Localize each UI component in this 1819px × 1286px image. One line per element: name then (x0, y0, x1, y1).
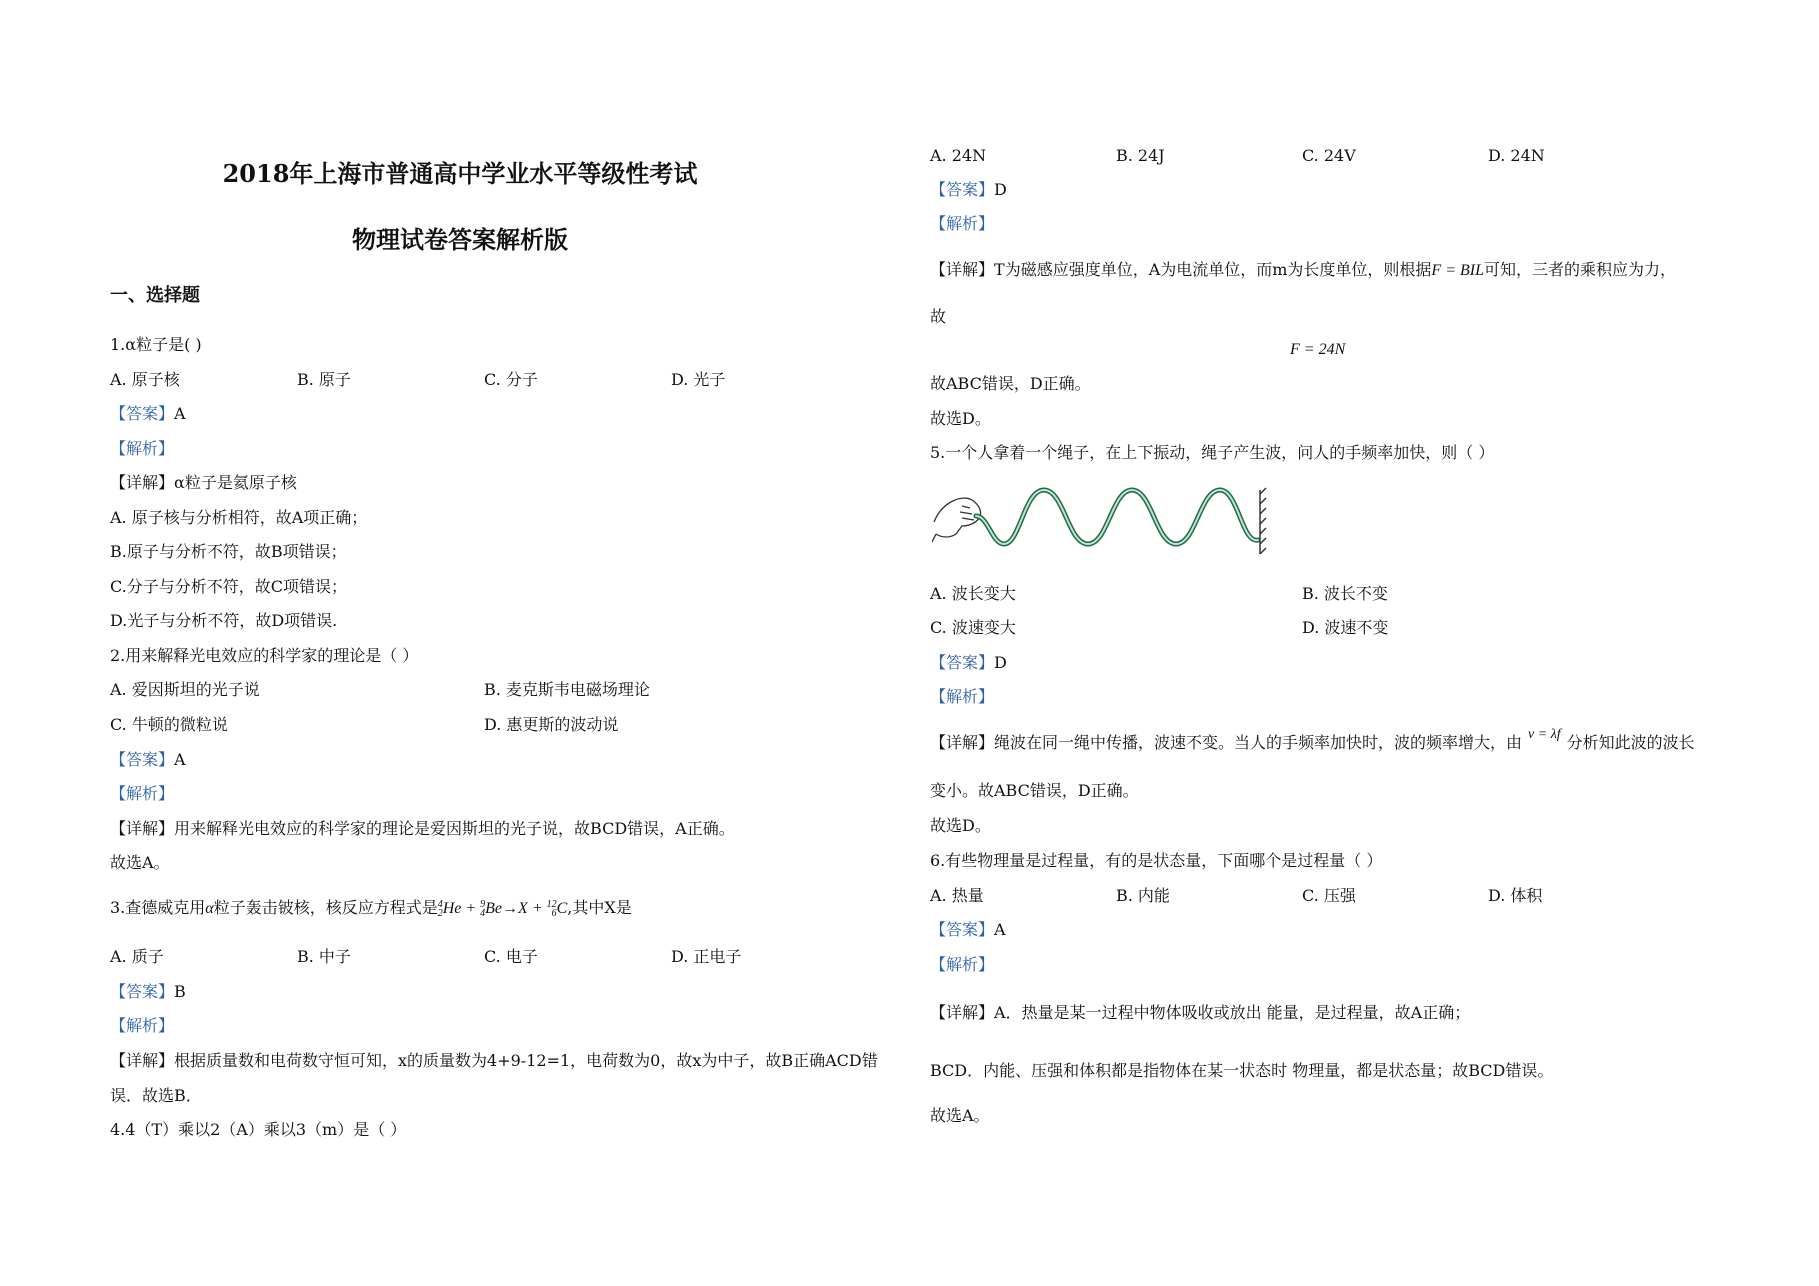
q6-option-b: B. 内能 (1116, 886, 1170, 905)
q6-analysis-tag: 【解析】 (930, 955, 995, 974)
q4-option-d: D. 24N (1488, 146, 1545, 165)
q2-option-b: B. 麦克斯韦电磁场理论 (484, 680, 650, 699)
q6-detail2: BCD．内能、压强和体积都是指物体在某一状态时 物理量，都是状态量；故BCD错误。 (930, 1061, 1554, 1080)
q6-answer-value: A (994, 920, 1006, 939)
detail-tag: 【详解】 (110, 473, 175, 492)
q3-detail-text: 根据质量数和电荷数守恒可知，x的质量数为4+9-12=1，电荷数为0，故x为中子，故B正确ACD错 (174, 1051, 878, 1070)
q2-option-a: A. 爱因斯坦的光子说 (110, 680, 260, 699)
q2-option-d: D. 惠更斯的波动说 (484, 715, 619, 734)
q5-option-b: B. 波长不变 (1302, 584, 1388, 603)
q5-conclusion: 故选D。 (930, 816, 991, 835)
q5-detail-pre: 绳波在同一绳中传播，波速不变。当人的手频率加快时，波的频率增大，由 (994, 733, 1523, 752)
q1-line-d: D.光子与分析不符，故D项错误. (110, 611, 338, 630)
q2-conclusion: 故选A。 (110, 853, 170, 872)
q2-stem: 2.用来解释光电效应的科学家的理论是（ ） (110, 646, 419, 665)
q6-conclusion: 故选A。 (930, 1106, 990, 1125)
detail-tag: 【详解】 (110, 1051, 175, 1070)
q2-analysis-tag: 【解析】 (110, 784, 175, 803)
answer-tag: 【答案】 (110, 982, 175, 1001)
q3-option-c: C. 电子 (484, 947, 538, 966)
formula-f-24n: F = 24N (1290, 341, 1346, 358)
q3-stem-post: ,其中X是 (567, 898, 632, 917)
q1-option-d: D. 光子 (671, 370, 726, 389)
q5-option-a: A. 波长变大 (930, 584, 1016, 603)
q1-line-a: A. 原子核与分析相符，故A项正确； (110, 508, 368, 527)
q2-detail (110, 819, 735, 839)
rope-wave-figure (932, 482, 1268, 562)
q3-option-b: B. 中子 (297, 947, 351, 966)
q5-detail2: 变小。故ABC错误，D正确。 (930, 781, 1139, 800)
q5-option-d: D. 波速不变 (1302, 618, 1389, 637)
q4-detail-pre: T为磁感应强度单位，A为电流单位，而m为长度单位，则根据 (994, 260, 1432, 279)
be-symbol: Be (485, 900, 503, 917)
q4-answer (930, 180, 1007, 200)
q5-answer (930, 653, 1007, 673)
answer-tag: 【答案】 (930, 653, 995, 672)
rope-wave (976, 490, 1258, 544)
q3-detail2: 误．故选B． (110, 1086, 202, 1105)
answer-tag: 【答案】 (930, 180, 995, 199)
q3-stem-pre: 3.查德威克用 (110, 898, 206, 917)
q2-detail-text: 用来解释光电效应的科学家的理论是爱因斯坦的光子说，故BCD错误，A正确。 (174, 819, 735, 838)
q1-line-b: B.原子与分析不符，故B项错误； (110, 542, 347, 561)
q2-option-c: C. 牛顿的微粒说 (110, 715, 228, 734)
q4-detail-post: 可知，三者的乘积应为力， (1484, 260, 1677, 279)
q1-option-a: A. 原子核 (110, 370, 180, 389)
x-symbol: X (518, 900, 528, 917)
q6-option-c: C. 压强 (1302, 886, 1356, 905)
q5-detail (930, 727, 1695, 755)
alpha-symbol: α (205, 900, 214, 917)
q5-answer-value: D (994, 653, 1007, 672)
he-mass-number: 4 (437, 899, 443, 911)
c-mass-number: 12 (546, 899, 557, 911)
be-mass-number: 9 (480, 899, 486, 911)
q3-answer (110, 982, 186, 1002)
formula-f-bil: F = BIL (1431, 262, 1484, 279)
c-charge-number: 6 (551, 908, 557, 920)
plus-sign: + (461, 900, 481, 917)
detail-tag: 【详解】 (930, 260, 995, 279)
answer-tag: 【答案】 (930, 920, 995, 939)
q1-detail (110, 473, 297, 493)
q1-option-c: C. 分子 (484, 370, 538, 389)
nuclear-equation (437, 899, 568, 920)
plus-sign: + (527, 900, 547, 917)
be-charge-number: 4 (480, 908, 486, 920)
q1-line-c: C.分子与分析不符，故C项错误； (110, 577, 348, 596)
q4-stem: 4.4（T）乘以2（A）乘以3（m）是（ ） (110, 1120, 407, 1139)
q4-option-b: B. 24J (1116, 146, 1165, 165)
q5-stem: 5.一个人拿着一个绳子，在上下振动，绳子产生波，问人的手频率加快，则（ ） (930, 443, 1495, 462)
q5-detail-post: 分析知此波的波长 (1566, 733, 1695, 752)
detail-tag: 【详解】 (930, 1003, 995, 1022)
wall-icon (1260, 488, 1266, 554)
detail-tag: 【详解】 (930, 733, 995, 752)
q3-analysis-tag: 【解析】 (110, 1016, 175, 1035)
q5-analysis-tag: 【解析】 (930, 687, 995, 706)
answer-tag: 【答案】 (110, 404, 175, 423)
he-symbol: He (442, 900, 462, 917)
q4-line1: 故ABC错误，D正确。 (930, 374, 1091, 393)
q1-answer-value: A (174, 404, 186, 423)
q3-detail (110, 1051, 878, 1071)
q5-option-c: C. 波速变大 (930, 618, 1016, 637)
detail-tag: 【详解】 (110, 819, 175, 838)
document-title: 2018年上海市普通高中学业水平等级性考试 (222, 159, 698, 188)
q4-detail (930, 260, 1676, 281)
section-heading: 一、选择题 (110, 285, 200, 306)
q4-detail2: 故 (930, 307, 947, 326)
q6-option-a: A. 热量 (930, 886, 984, 905)
q6-answer (930, 920, 1006, 940)
q3-answer-value: B (174, 982, 186, 1001)
q3-stem-mid: 粒子轰击铍核，核反应方程式是 (213, 898, 438, 917)
q4-option-a: A. 24N (930, 146, 987, 165)
formula-v-lambda-f: v = λf (1528, 727, 1561, 742)
c-symbol: C (556, 900, 568, 917)
q3-option-a: A. 质子 (110, 947, 164, 966)
q2-answer-value: A (174, 750, 186, 769)
q4-answer-value: D (994, 180, 1007, 199)
q3-option-d: D. 正电子 (671, 947, 742, 966)
q6-stem: 6.有些物理量是过程量，有的是状态量，下面哪个是过程量（ ） (930, 851, 1383, 870)
q6-detail (930, 1003, 1470, 1023)
q1-stem: 1.α粒子是( ) (110, 335, 202, 354)
q4-conclusion: 故选D。 (930, 409, 991, 428)
q1-analysis-tag: 【解析】 (110, 439, 175, 458)
hand-icon (932, 498, 981, 542)
q6-detail-text: A．热量是某一过程中物体吸收或放出 能量，是过程量，故A正确； (994, 1003, 1471, 1022)
q1-detail-text: α粒子是氦原子核 (174, 473, 297, 492)
q2-answer (110, 750, 186, 770)
q3-stem (110, 898, 632, 919)
arrow-symbol: → (502, 900, 519, 917)
answer-tag: 【答案】 (110, 750, 175, 769)
q4-analysis-tag: 【解析】 (930, 214, 995, 233)
q1-answer (110, 404, 186, 424)
q6-option-d: D. 体积 (1488, 886, 1543, 905)
q4-option-c: C. 24V (1302, 146, 1356, 165)
q1-option-b: B. 原子 (297, 370, 351, 389)
he-charge-number: 2 (437, 908, 443, 920)
document-subtitle: 物理试卷答案解析版 (352, 225, 568, 254)
